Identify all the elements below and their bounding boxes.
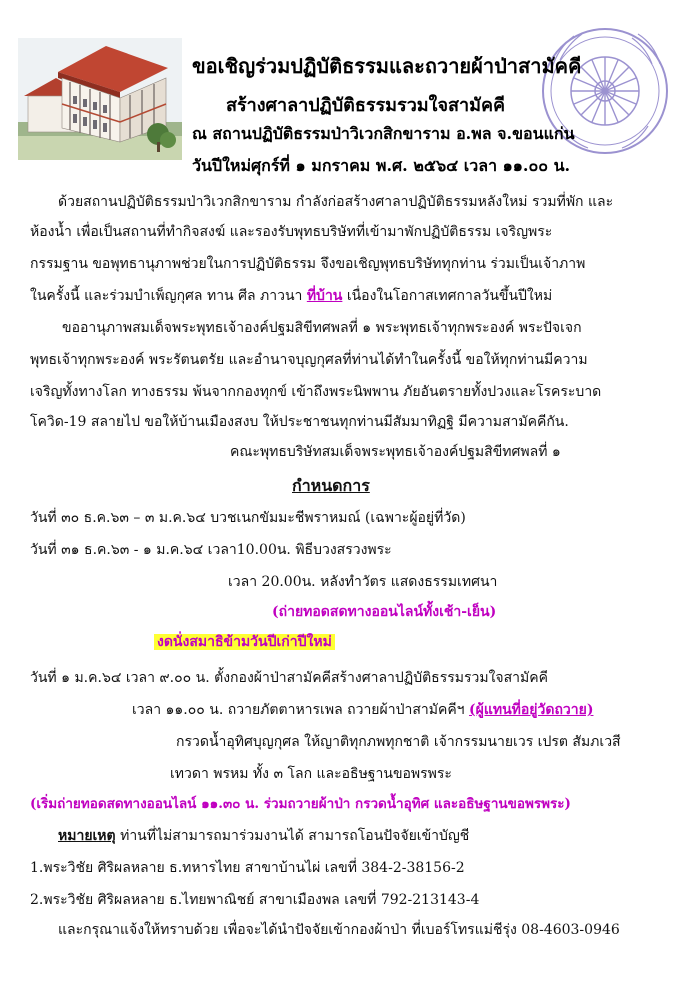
intro-line-2: ห้องน้ำ เพื่อเป็นสถานที่ทำกิจสงฆ์ และรองรับพุทธบริษัทที่เข้ามาพักปฏิบัติธรรม เจริญพระ <box>30 224 553 240</box>
schedule-item-5 <box>132 700 593 720</box>
no-meditation-highlight: งดนั่งสมาธิข้ามวันปีเก่าปีใหม่ <box>154 634 335 650</box>
building-image <box>18 38 182 160</box>
livestream-note-2: (เริ่มถ่ายทอดสดทางออนไลน์ ๑๑.๓๐ น. ร่วมถวายผ้าป่า กรวดน้ำอุทิศ และอธิษฐานขอพรพระ) <box>30 796 571 812</box>
page-subtitle: สร้างศาลาปฏิบัติธรรมรวมใจสามัคคี <box>226 95 506 116</box>
event-date: วันปีใหม่ศุกร์ที่ ๑ มกราคม พ.ศ. ๒๕๖๔ เวลา ๑๑.๐๐ น. <box>192 156 571 175</box>
schedule-item-1: วันที่ ๓๐ ธ.ค.๖๓ – ๓ ม.ค.๖๔ บวชเนกขัมมะชีพราหมณ์ (เฉพาะผู้อยู่ที่วัด) <box>30 510 466 526</box>
schedule-item-4: วันที่ ๑ ม.ค.๖๔ เวลา ๙.๐๐ น. ตั้งกองผ้าป่าสามัคคีสร้างศาลาปฏิบัติธรรมรวมใจสามัคคี <box>30 670 548 686</box>
intro-line-3: กรรมฐาน ขอพุทธานุภาพช่วยในการปฏิบัติธรรม จึงขอเชิญพุทธบริษัททุกท่าน ร่วมเป็นเจ้าภาพ <box>30 256 586 272</box>
blessing-line-3: เจริญทั้งทางโลก ทางธรรม พ้นจากกองทุกข์ เข้าถึงพระนิพพาน ภัยอันตรายทั้งปวงและโรคระบาด <box>30 384 602 400</box>
temple-seal <box>538 8 672 174</box>
blessing-line-1: ขออานุภาพสมเด็จพระพุทธเจ้าองค์ปฐมสิขีทศพลที่ ๑ พระพุทธเจ้าทุกพระองค์ พระปัจเจก <box>62 320 582 336</box>
schedule-item-2: วันที่ ๓๑ ธ.ค.๖๓ - ๑ ม.ค.๖๔ เวลา10.00น. พิธีบวงสรวงพระ <box>30 542 392 558</box>
note-line <box>58 826 469 846</box>
bank-account-2: 2.พระวิชัย ศิริผลหลาย ธ.ไทยพาณิชย์ สาขาเมืองพล เลขที่ 792-213143-4 <box>30 892 480 908</box>
schedule-item-5-text: เวลา ๑๑.๐๐ น. ถวายภัตตาหารเพล ถวายผ้าป่าสามัคคีฯ <box>132 702 469 718</box>
representative-note: (ผู้แทนที่อยู่วัดถวาย) <box>469 702 594 718</box>
contact-line: และกรุณาแจ้งให้ทราบด้วย เพื่อจะได้นำปัจจัยเข้ากองผ้าป่า ที่เบอร์โทรแม่ชีรุ่ง 08-4603-0946 <box>58 922 620 938</box>
bank-account-1: 1.พระวิชัย ศิริผลหลาย ธ.ทหารไทย สาขาบ้านไผ่ เลขที่ 384-2-38156-2 <box>30 860 465 876</box>
blessing-line-2: พุทธเจ้าทุกพระองค์ พระรัตนตรัย และอำนาจบุญกุศลที่ท่านได้ทำในครั้งนี้ ขอให้ทุกท่านมีความ <box>30 352 588 368</box>
no-meditation-notice <box>154 632 335 652</box>
schedule-item-6: กรวดน้ำอุทิศบุญกุศล ให้ญาติทุกภพทุกชาติ เจ้ากรรมนายเวร เปรต สัมภเวสี <box>176 734 621 750</box>
schedule-heading: กำหนดการ <box>292 476 370 495</box>
intro-line-4 <box>30 286 552 306</box>
schedule-item-3: เวลา 20.00น. หลังทำวัตร แสดงธรรมเทศนา <box>228 574 498 590</box>
schedule-item-7: เทวดา พรหม ทั้ง ๓ โลก และอธิษฐานขอพรพระ <box>170 766 452 782</box>
blessing-signature: คณะพุทธบริษัทสมเด็จพระพุทธเจ้าองค์ปฐมสิขีทศพลที่ ๑ <box>230 444 561 460</box>
note-label: หมายเหตุ <box>58 828 116 844</box>
intro-line-4-end: เนื่องในโอกาสเทศกาลวันขึ้นปีใหม่ <box>342 288 553 304</box>
livestream-note-1: (ถ่ายทอดสดทางออนไลน์ทั้งเช้า-เย็น) <box>272 604 497 620</box>
note-text: ท่านที่ไม่สามารถมาร่วมงานได้ สามารถโอนปัจจัยเข้าบัญชี <box>115 828 470 844</box>
intro-line-1: ด้วยสถานปฏิบัติธรรมป่าวิเวกสิกขาราม กำลังก่อสร้างศาลาปฏิบัติธรรมหลังใหม่ รวมที่พัก และ <box>58 194 614 210</box>
page-title: ขอเชิญร่วมปฏิบัติธรรมและถวายผ้าป่าสามัคคี <box>192 54 582 78</box>
at-home-link: ที่บ้าน <box>306 288 343 304</box>
event-location: ณ สถานปฏิบัติธรรมป่าวิเวกสิกขาราม อ.พล จ.ขอนแก่น <box>192 124 575 143</box>
intro-line-4-start: ในครั้งนี้ และร่วมบำเพ็ญกุศล ทาน ศีล ภาวนา <box>30 288 307 304</box>
blessing-line-4: โควิด-19 สลายไป ขอให้บ้านเมืองสงบ ให้ประชาชนทุกท่านมีสัมมาทิฏฐิ มีความสามัคคีกัน. <box>30 414 569 430</box>
